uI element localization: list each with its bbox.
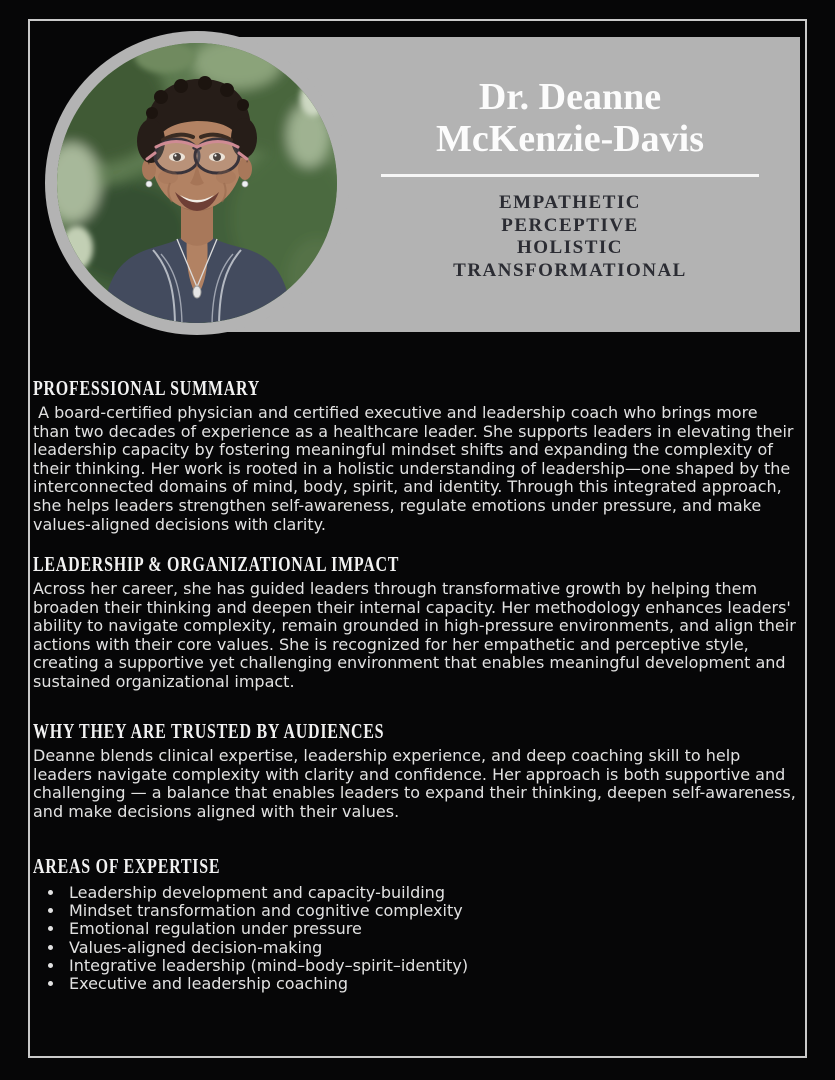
- expertise-item: • Integrative leadership (mind–body–spirit–identity): [65, 957, 799, 975]
- section-leadership-impact: [33, 552, 799, 692]
- expertise-item: • Executive and leadership coaching: [65, 975, 799, 993]
- expertise-list: [33, 884, 799, 993]
- section-heading: LEADERSHIP & ORGANIZATIONAL IMPACT: [33, 552, 400, 576]
- header-text-block: [352, 76, 788, 282]
- trait-item: EMPATHETIC: [498, 192, 642, 213]
- portrait-photo: [57, 43, 337, 323]
- trait-item: HOLISTIC: [517, 237, 623, 258]
- person-name-line2: McKenzie-Davis: [435, 118, 705, 160]
- necklace-pendant: [193, 286, 201, 298]
- person-name: [352, 76, 788, 160]
- portrait-illustration: [57, 43, 337, 323]
- trait-item: PERCEPTIVE: [501, 214, 639, 236]
- earring-right: [242, 181, 248, 187]
- section-heading: PROFESSIONAL SUMMARY: [33, 376, 261, 400]
- section-body: A board-certified physician and certified executive and leadership coach who brings more than two decades of experience as a healthcare leader. She supports leaders in elevating their leadership capacity by fostering meaningful mindset shifts and expanding the complexity of their thinking. Her work is rooted in a holistic understanding of leadership—one shaped by the interconnected domains of mind, body, spirit, and identity. Through this integrated approach, she helps leaders strengthen self-awareness, regulate emotions under pressure, and make values-aligned decisions with clarity.: [33, 403, 799, 534]
- section-heading: WHY THEY ARE TRUSTED BY AUDIENCES: [33, 719, 385, 743]
- trait-item: TRANSFORMATIONAL: [453, 259, 687, 281]
- section-heading: AREAS OF EXPERTISE: [33, 854, 221, 878]
- expertise-item: • Emotional regulation under pressure: [65, 920, 799, 938]
- section-body: Deanne blends clinical expertise, leadership experience, and deep coaching skill to help leaders navigate complexity with clarity and confidence. Her approach is both supportive and challenging — a balance that enables leaders to expand their thinking, deepen self-awareness, and make decisions aligned with their values.: [33, 746, 801, 821]
- section-areas-of-expertise: [33, 854, 799, 993]
- expertise-item: • Leadership development and capacity-building: [65, 884, 799, 902]
- section-professional-summary: [33, 376, 799, 534]
- person-name-line1: Dr. Deanne: [478, 76, 662, 118]
- trait-list: [352, 192, 788, 282]
- earring-left: [146, 181, 152, 187]
- expertise-item: • Mindset transformation and cognitive complexity: [65, 902, 799, 920]
- section-body: Across her career, she has guided leaders through transformative growth by helping them broaden their thinking and deepen their internal capacity. Her methodology enhances leaders' ability to navigate complexity, remain grounded in high-pressure environments, and align their actions with their core values. She is recognized for her empathetic and perceptive style, creating a supportive yet challenging environment that enables meaningful development and sustained organizational impact.: [33, 579, 801, 691]
- expertise-item: • Values-aligned decision-making: [65, 939, 799, 957]
- section-trusted-by-audiences: [33, 719, 799, 821]
- name-divider: [381, 174, 759, 177]
- portrait-ring: [45, 31, 349, 335]
